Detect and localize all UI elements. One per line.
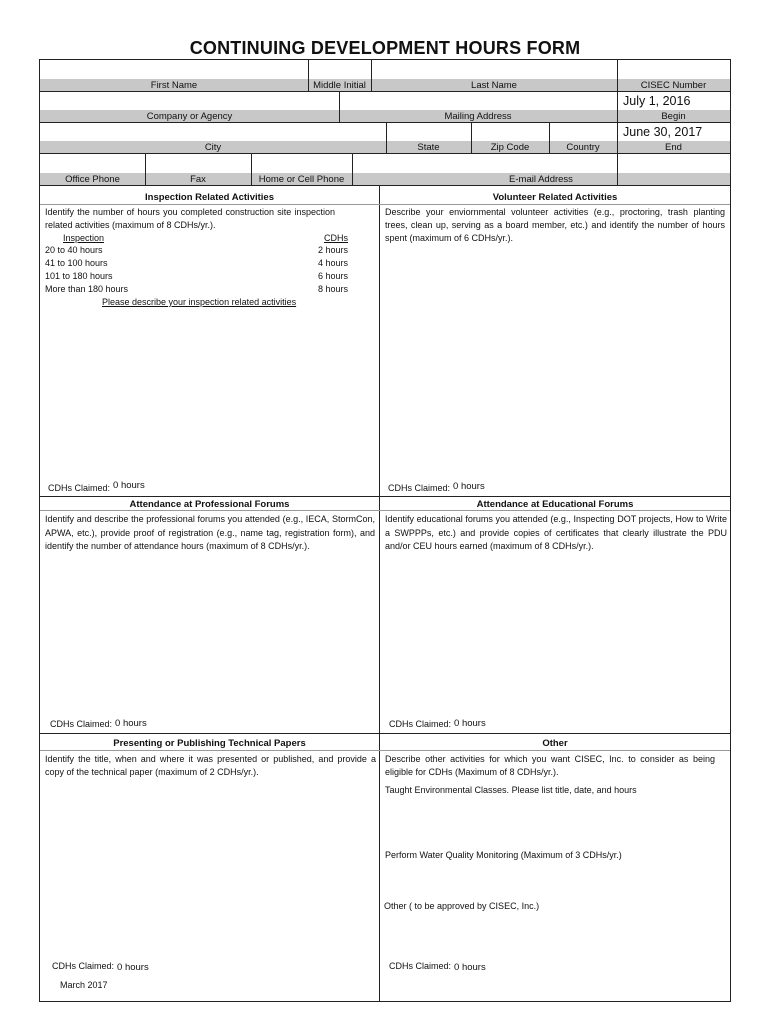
inspection-cdh: 6 hours [318, 271, 349, 281]
papers-cdhs-claimed [52, 960, 149, 973]
inspection-col-header: Inspection [63, 233, 105, 243]
country-field[interactable] [550, 123, 617, 141]
first-name-field[interactable] [40, 60, 308, 79]
end-date-field[interactable]: June 30, 2017 [623, 125, 703, 139]
inspection-range: 41 to 100 hours [45, 258, 108, 268]
volunteer-notes-area[interactable] [381, 250, 729, 477]
educational-section-title: Attendance at Educational Forums [476, 499, 634, 510]
papers-notes-area[interactable] [41, 785, 378, 950]
home-phone-field[interactable] [252, 154, 352, 173]
inspection-section-title: Inspection Related Activities [145, 192, 274, 203]
company-label: Company or Agency [146, 111, 233, 122]
claimed-value[interactable]: 0 hours [117, 962, 149, 973]
claimed-label: CDHs Claimed: [389, 961, 452, 971]
office-phone-label: Office Phone [65, 174, 120, 185]
state-field[interactable] [387, 123, 471, 141]
professional-section-title: Attendance at Professional Forums [129, 499, 290, 510]
inspection-range: More than 180 hours [45, 284, 129, 294]
office-phone-field[interactable] [40, 154, 145, 173]
email-label: E-mail Address [509, 174, 573, 185]
professional-notes-area[interactable] [41, 572, 378, 712]
claimed-value[interactable]: 0 hours [453, 481, 485, 492]
inspection-describe-prompt: Please describe your inspection related activities [102, 297, 297, 307]
other-notes[interactable] [381, 916, 729, 954]
papers-description: Identify the title, when and where it was presented or published, and provide a copy of the technical paper (maximum of 2 CDHs/yr.). [45, 754, 376, 777]
zip-code-field[interactable] [472, 123, 549, 141]
mailing-address-label: Mailing Address [444, 111, 512, 122]
educational-description: Identify educational forums you attended (e.g., Inspecting DOT projects, How to Write a SWPPPs, etc.) and provide copies of certificates that clearly illustrate the PDU and/or CEU hours earned (maximum of 8 CDHs/yr.). [385, 514, 727, 551]
form-title: CONTINUING DEVELOPMENT HOURS FORM [189, 38, 581, 58]
inspection-cdh: 4 hours [318, 258, 349, 268]
claimed-label: CDHs Claimed: [389, 719, 452, 729]
zip-code-label: Zip Code [490, 142, 530, 153]
cisec-number-field[interactable] [618, 60, 730, 79]
volunteer-section-title: Volunteer Related Activities [492, 192, 618, 203]
last-name-label: Last Name [471, 80, 517, 91]
inspection-description: Identify the number of hours you completed construction site inspection related activities (maximum of 8 CDHs/yr.). [45, 207, 335, 230]
cdhs-col-header: CDHs [324, 233, 348, 243]
end-label: End [665, 142, 682, 153]
inspection-range: 101 to 180 hours [45, 271, 113, 281]
volunteer-cdhs-claimed [388, 482, 485, 495]
other-description: Describe other activities for which you want CISEC, Inc. to consider as being eligible for CDHs (Maximum of 8 CDHs/yr.). [385, 754, 715, 777]
cisec-number-label: CISEC Number [640, 80, 707, 91]
other-item-taught-classes: Taught Environmental Classes. Please list title, date, and hours [385, 785, 637, 795]
educational-notes-area[interactable] [381, 572, 729, 712]
claimed-value[interactable]: 0 hours [454, 962, 486, 973]
city-field[interactable] [40, 123, 386, 141]
email-field[interactable] [353, 154, 730, 173]
papers-section-title: Presenting or Publishing Technical Papers [113, 738, 306, 749]
claimed-label: CDHs Claimed: [52, 961, 115, 971]
fax-field[interactable] [146, 154, 251, 173]
claimed-label: CDHs Claimed: [48, 483, 111, 493]
other-cdhs-claimed [389, 960, 486, 973]
inspection-cdh: 8 hours [318, 284, 349, 294]
other-item-other: Other ( to be approved by CISEC, Inc.) [384, 901, 540, 911]
begin-date-field[interactable]: July 1, 2016 [623, 94, 691, 108]
mailing-address-field[interactable] [340, 92, 617, 110]
claimed-label: CDHs Claimed: [388, 483, 451, 493]
company-field[interactable] [40, 92, 339, 110]
middle-initial-label: Middle Initial [313, 80, 366, 91]
professional-description: Identify and describe the professional forums you attended (e.g., IECA, StormCon, APWA, etc.), provide proof of registration (e.g., name tag, registration form), and identify the number of attendance hours (maximum of 8 CDHs/yr.). [45, 514, 375, 551]
other-item-water-monitoring: Perform Water Quality Monitoring (Maximum of 3 CDHs/yr.) [385, 850, 622, 860]
inspection-notes-area[interactable] [41, 312, 378, 477]
country-label: Country [566, 142, 600, 153]
educational-cdhs-claimed [389, 718, 486, 731]
footer-date: March 2017 [60, 980, 108, 990]
other-section-title: Other [542, 738, 568, 749]
claimed-value[interactable]: 0 hours [115, 718, 147, 729]
inspection-cdhs-claimed [48, 482, 145, 495]
inspection-cdh: 2 hours [318, 245, 349, 255]
volunteer-description: Describe your enviornmental volunteer activities (e.g., proctoring, trash planting trees, clean up, serving as a board member, etc.) and identify the number of hours spent (maximum of 6 CDHs/yr.). [385, 207, 725, 243]
first-name-label: First Name [150, 80, 198, 91]
middle-initial-field[interactable] [309, 60, 371, 79]
begin-label: Begin [661, 111, 686, 122]
last-name-field[interactable] [372, 60, 617, 79]
home-phone-label: Home or Cell Phone [258, 174, 345, 185]
claimed-value[interactable]: 0 hours [454, 718, 486, 729]
claimed-value[interactable]: 0 hours [113, 480, 145, 491]
water-monitoring-notes[interactable] [381, 865, 729, 895]
fax-label: Fax [190, 174, 206, 185]
claimed-label: CDHs Claimed: [50, 719, 113, 729]
taught-classes-notes[interactable] [381, 800, 729, 842]
state-label: State [417, 142, 440, 153]
professional-cdhs-claimed [50, 718, 147, 731]
inspection-range: 20 to 40 hours [45, 245, 103, 255]
city-label: City [204, 142, 222, 153]
